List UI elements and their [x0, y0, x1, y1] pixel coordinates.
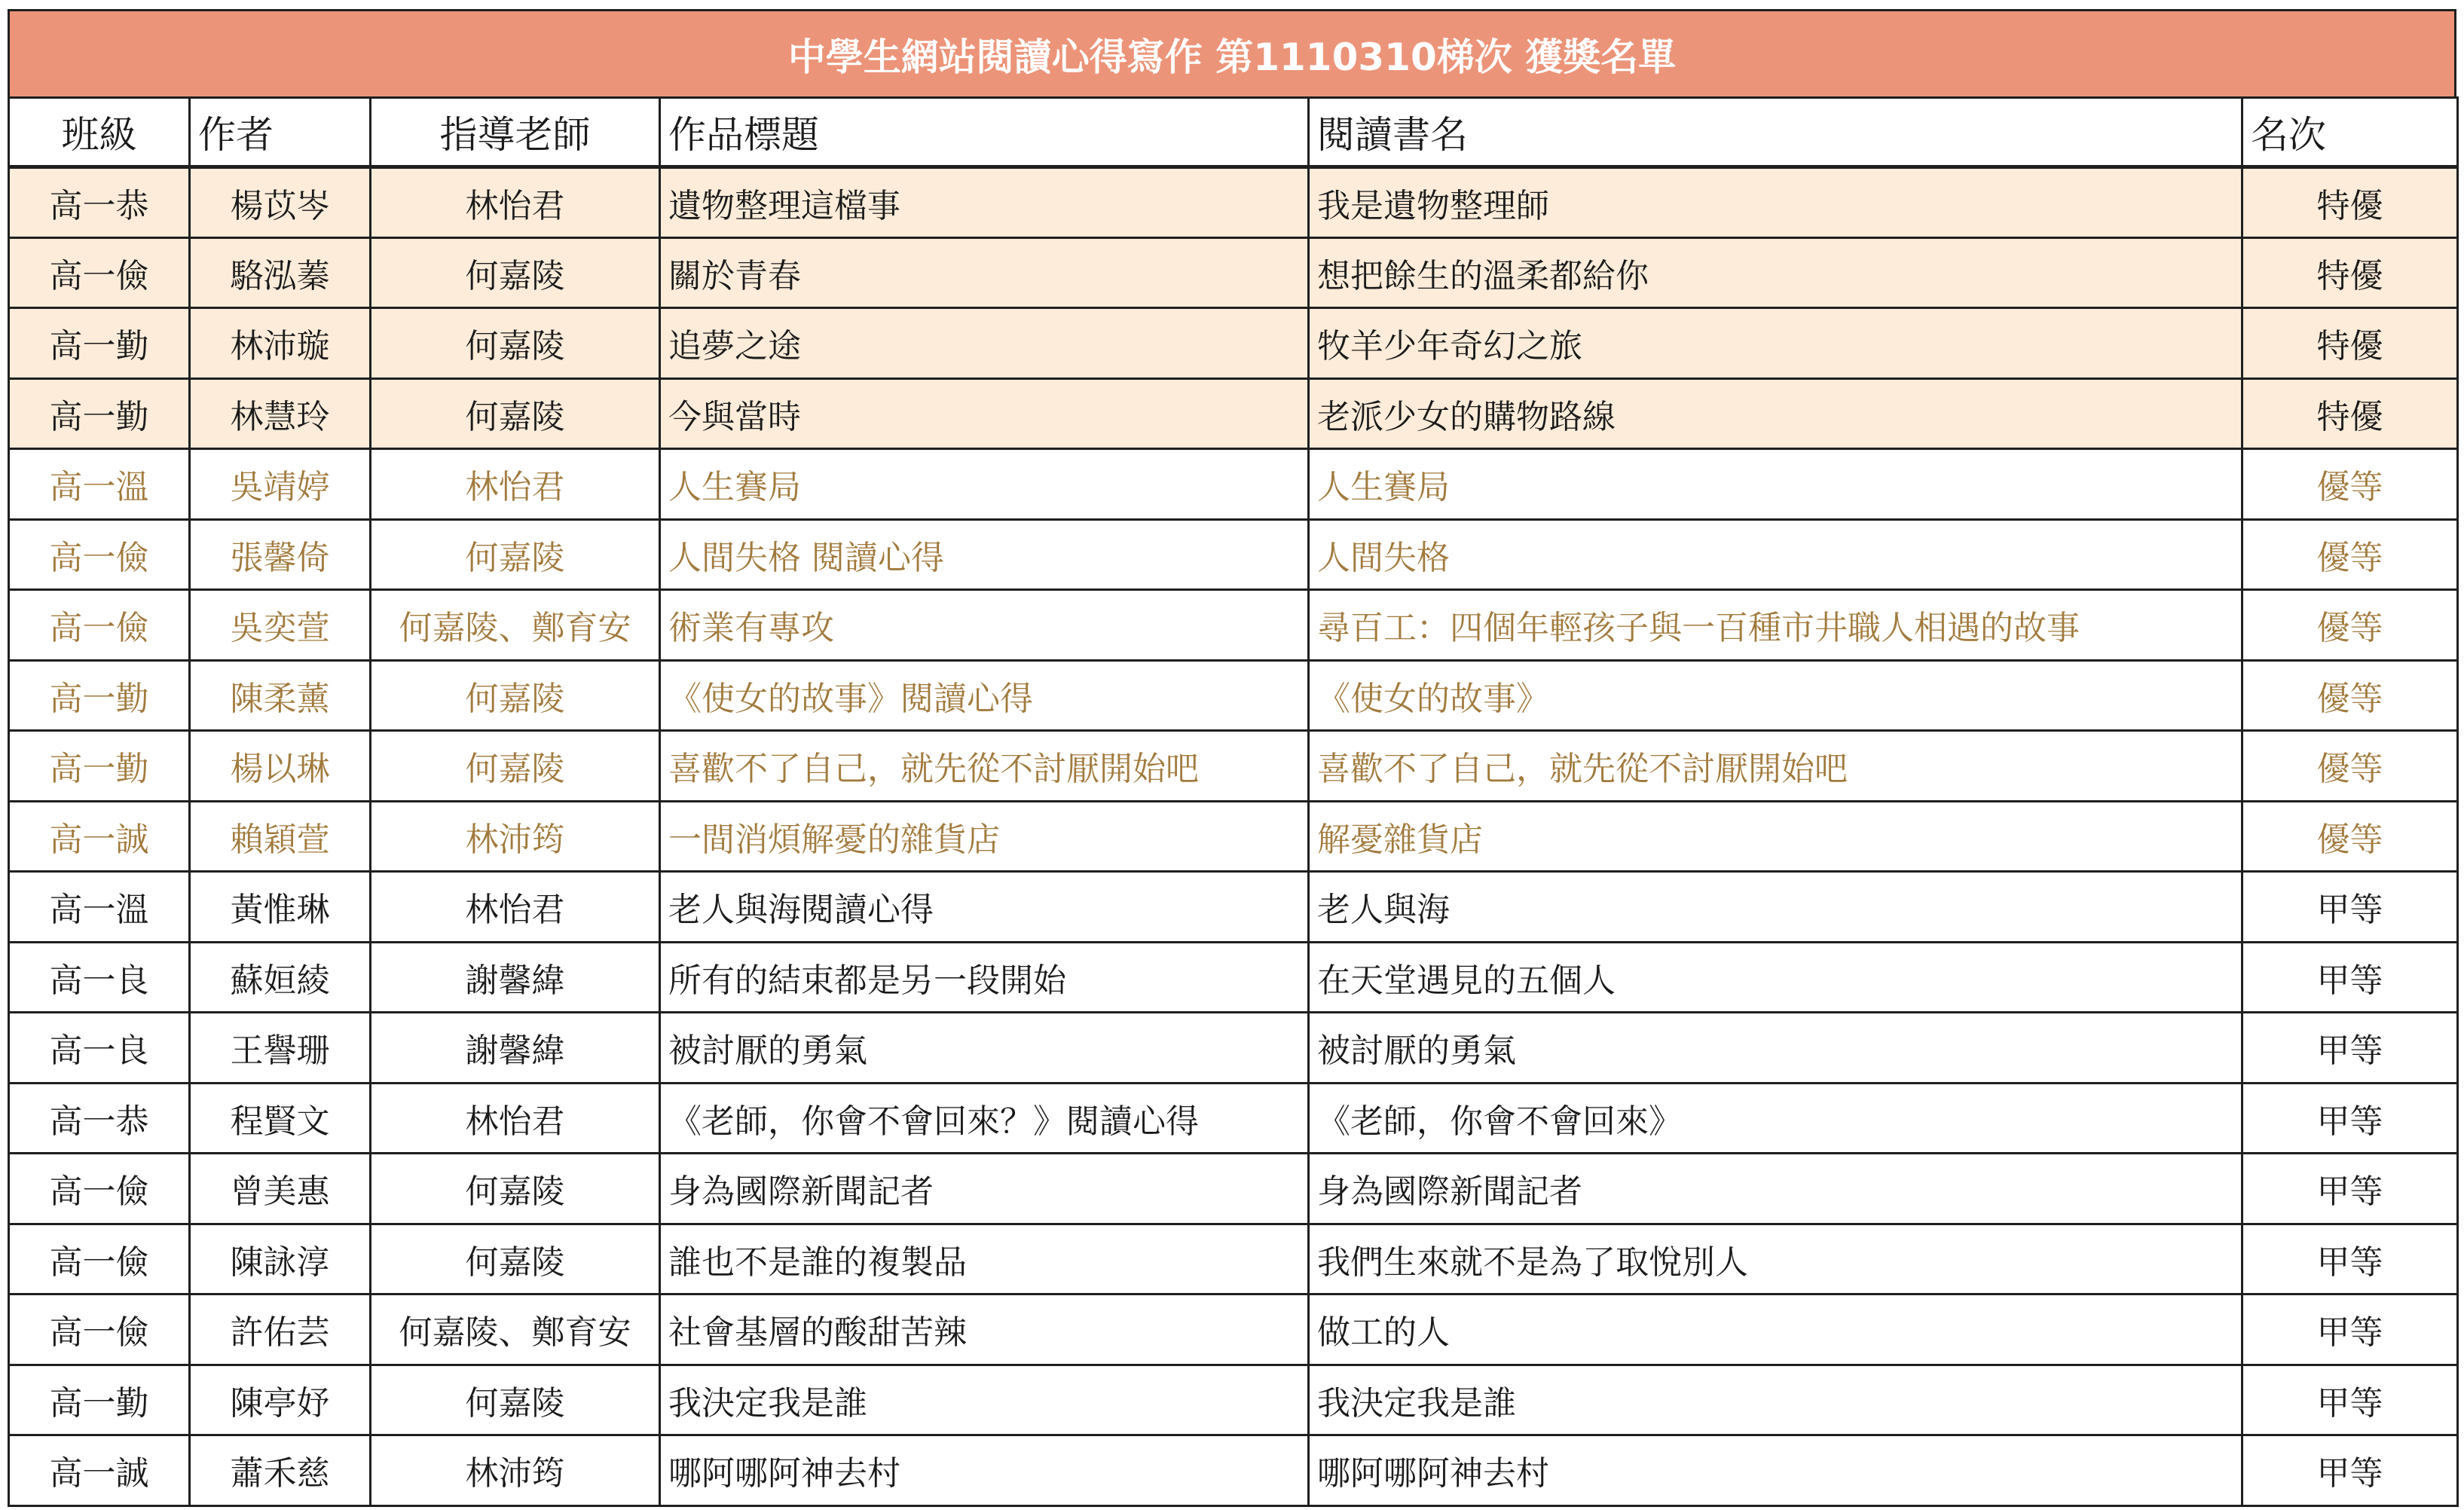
cell-teacher: 何嘉陵 — [371, 660, 660, 731]
cell-author: 許佑芸 — [190, 1295, 371, 1365]
cell-author: 陳柔薰 — [190, 660, 371, 731]
cell-author: 林慧玲 — [190, 378, 371, 449]
table-row — [9, 1365, 2458, 1435]
cell-rank: 甲等 — [2242, 1435, 2458, 1506]
cell-work-title: 我決定我是誰 — [660, 1365, 1309, 1435]
cell-class: 高一良 — [9, 1013, 190, 1084]
cell-class: 高一勤 — [9, 308, 190, 379]
table-row — [9, 731, 2458, 802]
header-teacher: 指導老師 — [371, 98, 660, 167]
cell-book-title: 《使女的故事》 — [1309, 660, 2242, 731]
cell-class: 高一儉 — [9, 1224, 190, 1295]
cell-teacher: 何嘉陵 — [371, 1224, 660, 1295]
cell-book-title: 人間失格 — [1309, 519, 2242, 590]
cell-teacher: 謝馨緯 — [371, 942, 660, 1013]
cell-class: 高一儉 — [9, 1295, 190, 1365]
cell-rank: 優等 — [2242, 449, 2458, 520]
table-row — [9, 1154, 2458, 1224]
cell-work-title: 喜歡不了自己，就先從不討厭開始吧 — [660, 731, 1309, 802]
cell-work-title: 今與當時 — [660, 378, 1309, 449]
cell-teacher: 林沛筠 — [371, 1435, 660, 1506]
cell-class: 高一儉 — [9, 237, 190, 308]
cell-teacher: 何嘉陵 — [371, 1365, 660, 1435]
cell-book-title: 在天堂遇見的五個人 — [1309, 942, 2242, 1013]
cell-book-title: 被討厭的勇氣 — [1309, 1013, 2242, 1084]
table-row — [9, 308, 2458, 379]
cell-teacher: 何嘉陵 — [371, 378, 660, 449]
table-row — [9, 801, 2458, 872]
cell-class: 高一誠 — [9, 1435, 190, 1506]
cell-author: 楊以琳 — [190, 731, 371, 802]
cell-work-title: 人生賽局 — [660, 449, 1309, 520]
cell-book-title: 我們生來就不是為了取悅別人 — [1309, 1224, 2242, 1295]
cell-author: 曾美惠 — [190, 1154, 371, 1224]
cell-rank: 甲等 — [2242, 1013, 2458, 1084]
table-row — [9, 1435, 2458, 1506]
cell-rank: 優等 — [2242, 660, 2458, 731]
cell-author: 陳詠淳 — [190, 1224, 371, 1295]
cell-rank: 特優 — [2242, 378, 2458, 449]
cell-author: 蕭禾慈 — [190, 1435, 371, 1506]
cell-work-title: 社會基層的酸甜苦辣 — [660, 1295, 1309, 1365]
cell-rank: 甲等 — [2242, 1083, 2458, 1154]
cell-teacher: 何嘉陵 — [371, 731, 660, 802]
cell-rank: 優等 — [2242, 519, 2458, 590]
cell-author: 黃惟琳 — [190, 872, 371, 943]
table-row — [9, 1295, 2458, 1365]
cell-author: 吳奕萱 — [190, 590, 371, 661]
cell-book-title: 做工的人 — [1309, 1295, 2242, 1365]
cell-class: 高一儉 — [9, 590, 190, 661]
cell-rank: 甲等 — [2242, 1224, 2458, 1295]
cell-book-title: 喜歡不了自己，就先從不討厭開始吧 — [1309, 731, 2242, 802]
cell-rank: 甲等 — [2242, 872, 2458, 943]
cell-rank: 甲等 — [2242, 1295, 2458, 1365]
cell-rank: 特優 — [2242, 308, 2458, 379]
cell-work-title: 所有的結束都是另一段開始 — [660, 942, 1309, 1013]
cell-author: 駱泓蓁 — [190, 237, 371, 308]
cell-class: 高一勤 — [9, 660, 190, 731]
cell-class: 高一恭 — [9, 167, 190, 238]
table-row — [9, 942, 2458, 1013]
cell-teacher: 何嘉陵 — [371, 237, 660, 308]
cell-book-title: 牧羊少年奇幻之旅 — [1309, 308, 2242, 379]
cell-book-title: 人生賽局 — [1309, 449, 2242, 520]
cell-author: 張馨倚 — [190, 519, 371, 590]
cell-book-title: 身為國際新聞記者 — [1309, 1154, 2242, 1224]
cell-class: 高一勤 — [9, 731, 190, 802]
cell-work-title: 老人與海閱讀心得 — [660, 872, 1309, 943]
cell-work-title: 《老師，你會不會回來？》閱讀心得 — [660, 1083, 1309, 1154]
cell-teacher: 謝馨緯 — [371, 1013, 660, 1084]
cell-work-title: 《使女的故事》閱讀心得 — [660, 660, 1309, 731]
header-work-title: 作品標題 — [660, 98, 1309, 167]
cell-rank: 優等 — [2242, 590, 2458, 661]
cell-book-title: 老人與海 — [1309, 872, 2242, 943]
cell-author: 程賢文 — [190, 1083, 371, 1154]
cell-book-title: 老派少女的購物路線 — [1309, 378, 2242, 449]
cell-rank: 甲等 — [2242, 942, 2458, 1013]
cell-book-title: 哪阿哪阿神去村 — [1309, 1435, 2242, 1506]
table-row — [9, 449, 2458, 520]
cell-work-title: 追夢之途 — [660, 308, 1309, 379]
cell-work-title: 誰也不是誰的複製品 — [660, 1224, 1309, 1295]
cell-author: 林沛璇 — [190, 308, 371, 379]
cell-work-title: 身為國際新聞記者 — [660, 1154, 1309, 1224]
sheet-title: 中學生網站閱讀心得寫作 第1110310梯次 獲獎名單 — [8, 9, 2456, 96]
header-rank: 名次 — [2242, 98, 2458, 167]
cell-teacher: 林怡君 — [371, 167, 660, 238]
cell-class: 高一恭 — [9, 1083, 190, 1154]
cell-teacher: 林怡君 — [371, 872, 660, 943]
cell-rank: 優等 — [2242, 731, 2458, 802]
award-list-sheet — [8, 9, 2456, 1507]
cell-rank: 特優 — [2242, 167, 2458, 238]
cell-class: 高一儉 — [9, 519, 190, 590]
cell-class: 高一儉 — [9, 1154, 190, 1224]
cell-book-title: 我是遺物整理師 — [1309, 167, 2242, 238]
cell-class: 高一誠 — [9, 801, 190, 872]
cell-teacher: 林怡君 — [371, 1083, 660, 1154]
cell-work-title: 術業有專攻 — [660, 590, 1309, 661]
cell-teacher: 林沛筠 — [371, 801, 660, 872]
header-class: 班級 — [9, 98, 190, 167]
cell-teacher: 何嘉陵 — [371, 308, 660, 379]
table-row — [9, 237, 2458, 308]
cell-teacher: 何嘉陵、鄭育安 — [371, 590, 660, 661]
cell-book-title: 我決定我是誰 — [1309, 1365, 2242, 1435]
cell-work-title: 關於青春 — [660, 237, 1309, 308]
table-row — [9, 872, 2458, 943]
cell-book-title: 《老師，你會不會回來》 — [1309, 1083, 2242, 1154]
header-author: 作者 — [190, 98, 371, 167]
cell-class: 高一溫 — [9, 872, 190, 943]
cell-teacher: 何嘉陵 — [371, 519, 660, 590]
table-row — [9, 519, 2458, 590]
cell-author: 陳亭妤 — [190, 1365, 371, 1435]
cell-book-title: 尋百工：四個年輕孩子與一百種市井職人相遇的故事 — [1309, 590, 2242, 661]
header-row — [9, 98, 2458, 167]
cell-rank: 特優 — [2242, 237, 2458, 308]
cell-author: 吳靖婷 — [190, 449, 371, 520]
table-row — [9, 590, 2458, 661]
cell-teacher: 林怡君 — [371, 449, 660, 520]
table-row — [9, 1013, 2458, 1084]
table-row — [9, 1083, 2458, 1154]
cell-class: 高一溫 — [9, 449, 190, 520]
cell-rank: 甲等 — [2242, 1365, 2458, 1435]
cell-class: 高一良 — [9, 942, 190, 1013]
table-row — [9, 660, 2458, 731]
cell-class: 高一勤 — [9, 1365, 190, 1435]
cell-rank: 甲等 — [2242, 1154, 2458, 1224]
cell-teacher: 何嘉陵、鄭育安 — [371, 1295, 660, 1365]
cell-book-title: 想把餘生的溫柔都給你 — [1309, 237, 2242, 308]
cell-author: 楊苡岑 — [190, 167, 371, 238]
cell-work-title: 哪阿哪阿神去村 — [660, 1435, 1309, 1506]
table-row — [9, 167, 2458, 238]
table-row — [9, 378, 2458, 449]
cell-book-title: 解憂雜貨店 — [1309, 801, 2242, 872]
cell-work-title: 人間失格 閱讀心得 — [660, 519, 1309, 590]
cell-class: 高一勤 — [9, 378, 190, 449]
cell-author: 王譽珊 — [190, 1013, 371, 1084]
award-table — [8, 96, 2459, 1507]
cell-author: 賴穎萱 — [190, 801, 371, 872]
header-book-title: 閱讀書名 — [1309, 98, 2242, 167]
cell-author: 蘇姮綾 — [190, 942, 371, 1013]
cell-rank: 優等 — [2242, 801, 2458, 872]
cell-work-title: 被討厭的勇氣 — [660, 1013, 1309, 1084]
cell-work-title: 一間消煩解憂的雜貨店 — [660, 801, 1309, 872]
table-row — [9, 1224, 2458, 1295]
cell-teacher: 何嘉陵 — [371, 1154, 660, 1224]
cell-work-title: 遺物整理這檔事 — [660, 167, 1309, 238]
